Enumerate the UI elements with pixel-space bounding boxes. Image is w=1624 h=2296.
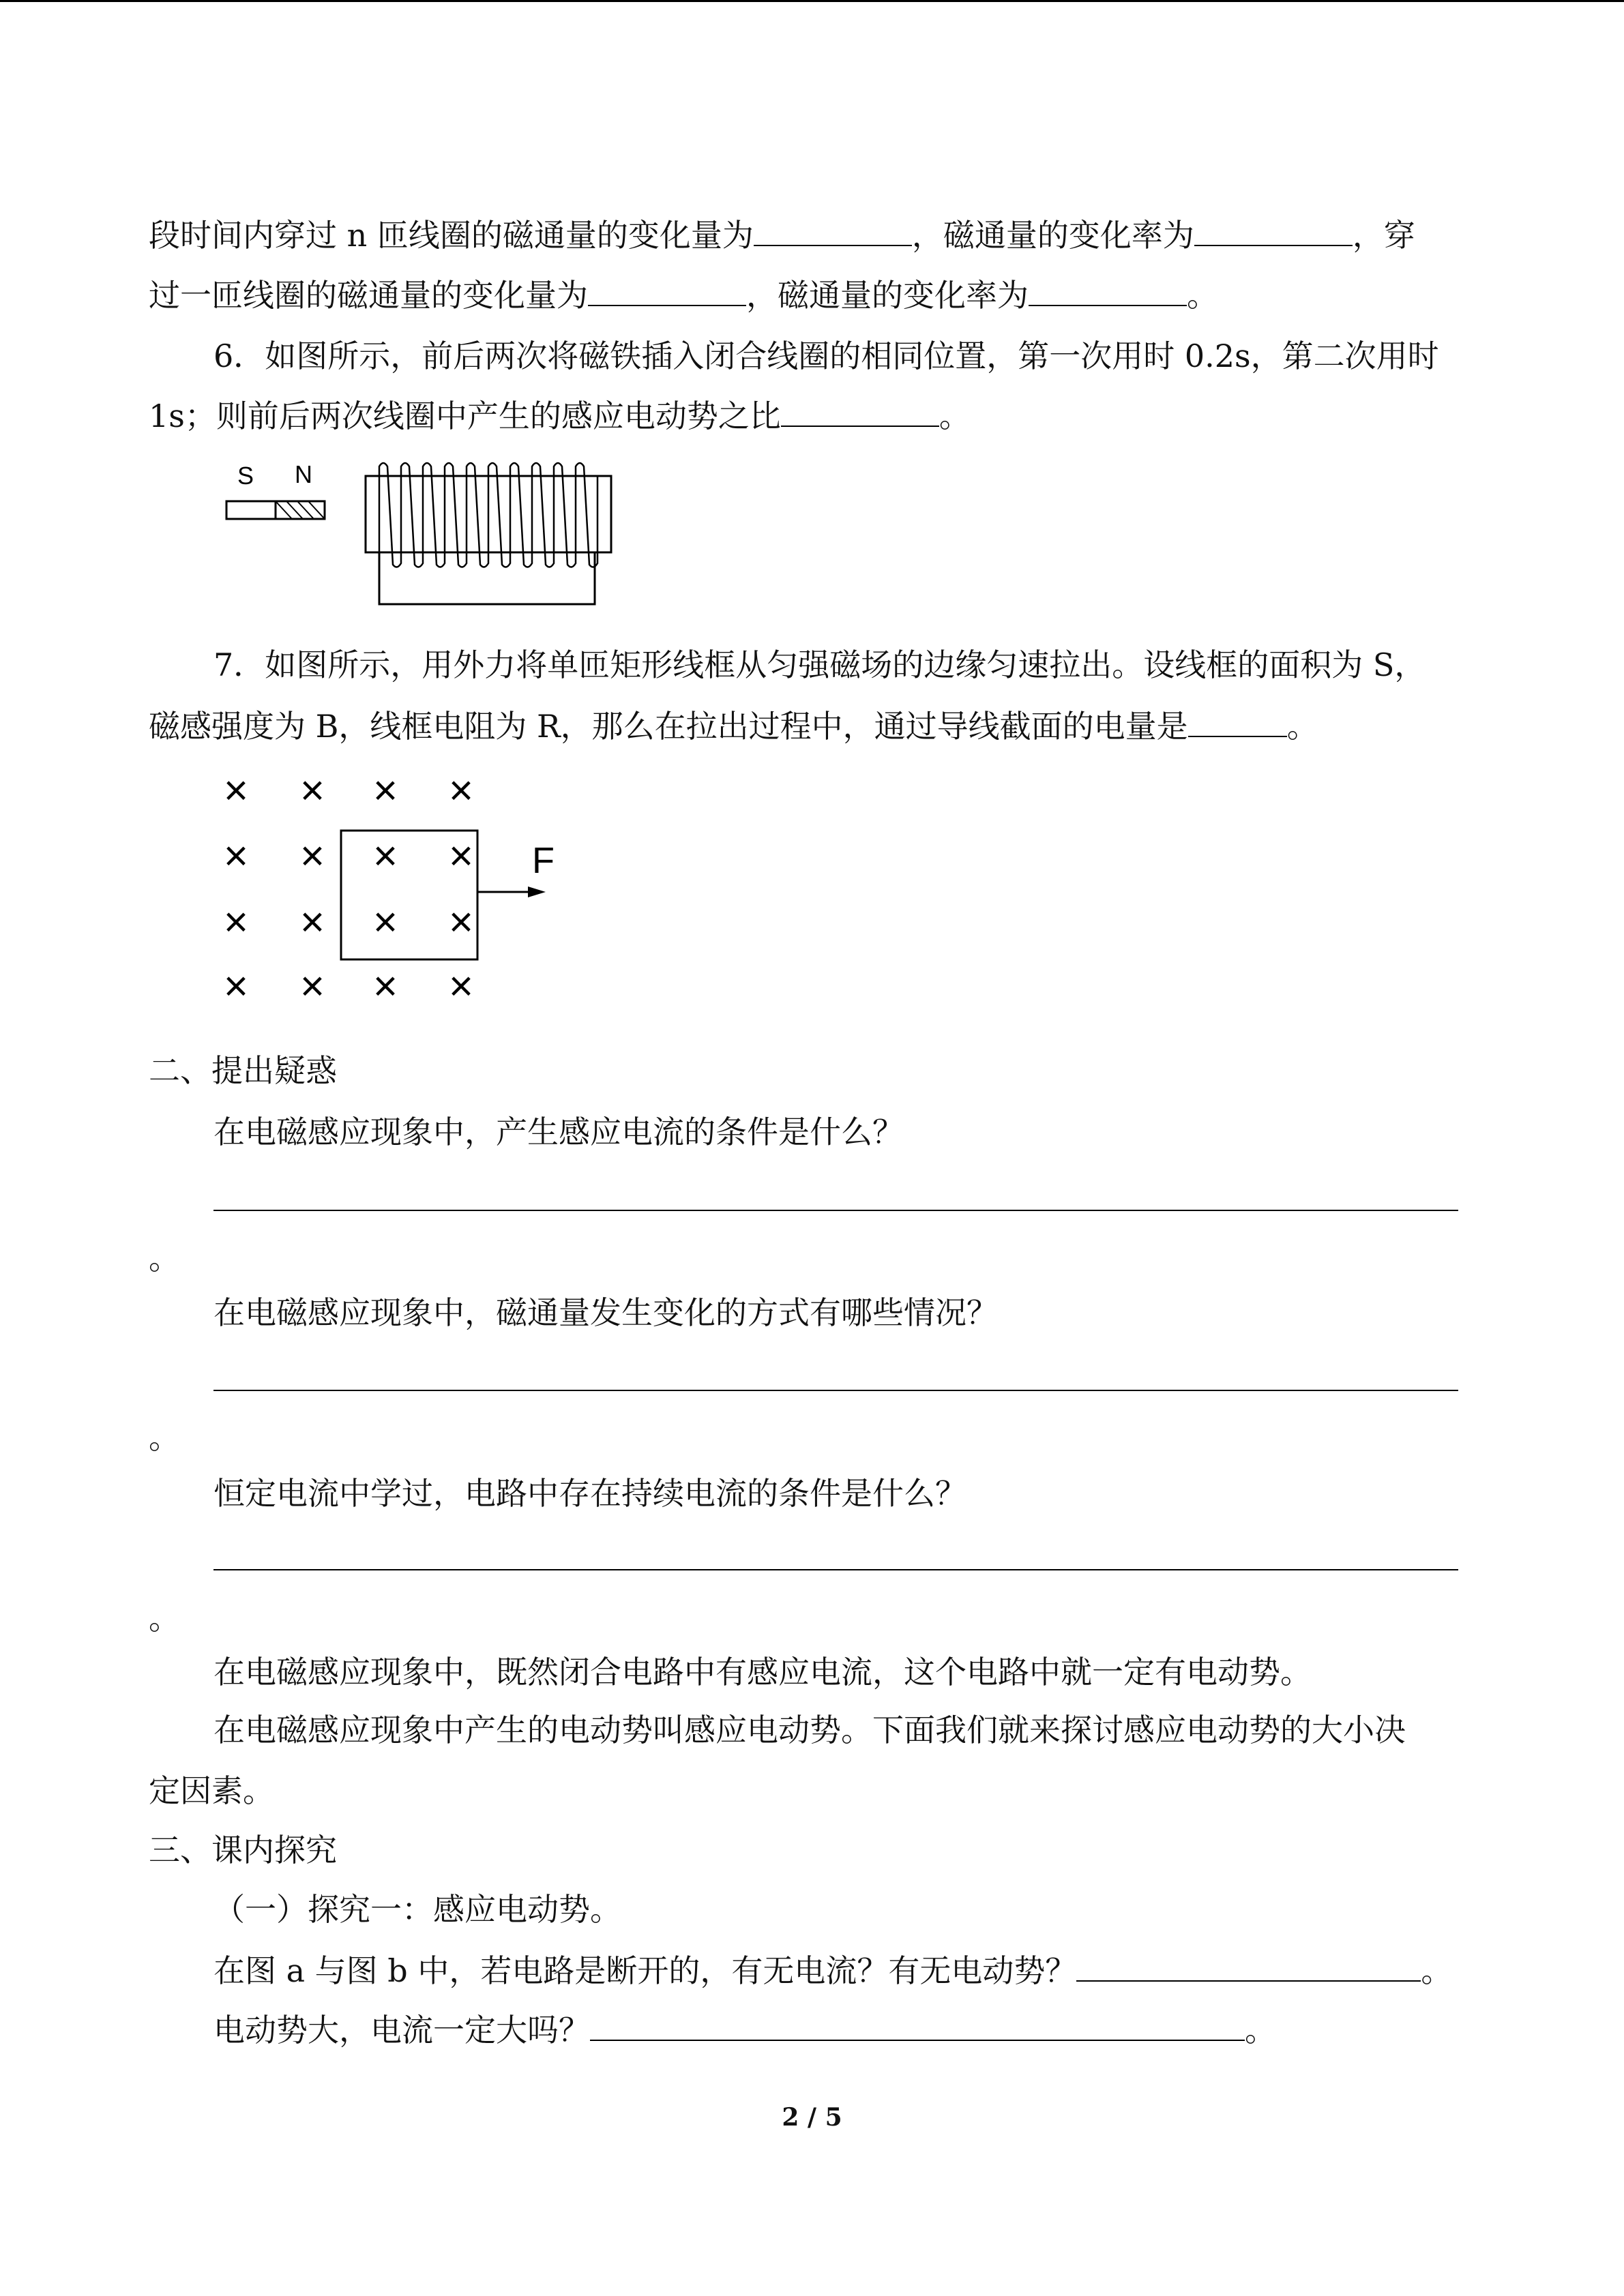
field-cross: ×	[299, 963, 325, 1010]
line2-part-c: 。	[1187, 277, 1218, 314]
field-cross: ×	[223, 833, 249, 880]
question-b-text: 电动势大，电流一定大吗？	[213, 2012, 590, 2048]
coil-icon	[366, 463, 611, 604]
line2-part-b: ，磁通量的变化率为	[746, 277, 1029, 314]
line1-part-c: ，穿	[1352, 217, 1415, 254]
field-cross: ×	[223, 767, 249, 814]
arrowhead-icon	[528, 886, 546, 897]
blank-field[interactable]	[781, 396, 939, 427]
blank-field[interactable]	[1194, 215, 1353, 246]
magnet-n-label: N	[295, 460, 312, 488]
field-cross: ×	[299, 767, 325, 814]
blank-field[interactable]	[754, 215, 912, 246]
magnet-icon	[226, 501, 325, 519]
force-label: F	[532, 840, 555, 881]
end-mark: 。	[149, 1419, 180, 1456]
section-2-title: 二、提出疑惑	[149, 1052, 337, 1089]
line2-part-a: 过一匝线圈的磁通量的变化量为	[149, 277, 588, 314]
field-cross: ×	[299, 833, 325, 880]
section-2-paragraph-2-cont: 定因素。	[149, 1772, 274, 1809]
text-line-1	[149, 215, 1415, 256]
question-6-line-1: 6．如图所示，前后两次将磁铁插入闭合线圈的相同位置，第一次用时 0.2s，第二次用时	[213, 338, 1439, 374]
field-cross: ×	[372, 899, 398, 946]
section-2-question-1: 在电磁感应现象中，产生感应电流的条件是什么？	[213, 1114, 904, 1150]
blank-field[interactable]	[1188, 706, 1287, 737]
field-cross: ×	[223, 899, 249, 946]
figure-magnet-coil	[218, 450, 628, 614]
text-line-2	[149, 275, 1218, 316]
page-top-border	[0, 0, 1624, 2]
field-cross: ×	[448, 899, 474, 946]
section-2-paragraph-1: 在电磁感应现象中，既然闭合电路中有感应电流，这个电路中就一定有电动势。	[213, 1654, 1312, 1690]
section-3-title: 三、课内探究	[149, 1832, 337, 1868]
page-number: 2 / 5	[782, 2103, 842, 2132]
blank-field[interactable]	[590, 2010, 1245, 2041]
section-2-question-2: 在电磁感应现象中，磁通量发生变化的方式有哪些情况？	[213, 1294, 998, 1331]
q7-text: 磁感强度为 B，线框电阻为 R，那么在拉出过程中，通过导线截面的电量是	[149, 708, 1188, 745]
field-cross: ×	[372, 833, 398, 880]
answer-line[interactable]	[213, 1210, 1458, 1211]
line1-part-b: ，磁通量的变化率为	[911, 217, 1194, 254]
q6-text: 1s；则前后两次线圈中产生的感应电动势之比	[149, 398, 781, 434]
field-cross: ×	[372, 767, 398, 814]
field-cross: ×	[372, 963, 398, 1010]
question-7-line-2	[149, 706, 1318, 747]
field-cross: ×	[448, 833, 474, 880]
question-7-line-1: 7．如图所示，用外力将单匝矩形线框从匀强磁场的边缘匀速拉出。设线框的面积为 S，	[213, 646, 1426, 683]
blank-field[interactable]	[1029, 275, 1187, 306]
section-3-subtitle: （一）探究一：感应电动势。	[213, 1891, 621, 1928]
magnet-s-label: S	[237, 462, 254, 490]
line1-part-a: 段时间内穿过 n 匝线圈的磁通量的变化量为	[149, 217, 754, 254]
answer-line[interactable]	[213, 1569, 1458, 1570]
question-a-end: 。	[1421, 1952, 1453, 1989]
question-b-end: 。	[1245, 2012, 1276, 2048]
section-3-question-b	[213, 2010, 1276, 2051]
q6-end: 。	[939, 398, 971, 434]
blank-field[interactable]	[588, 275, 746, 306]
section-3-question-a	[213, 1950, 1452, 1991]
section-2-question-3: 恒定电流中学过，电路中存在持续电流的条件是什么？	[213, 1475, 966, 1512]
blank-field[interactable]	[1076, 1950, 1421, 1982]
field-cross: ×	[448, 963, 474, 1010]
end-mark: 。	[149, 1600, 180, 1637]
figure-magnetic-field-loop	[205, 764, 573, 1016]
field-cross: ×	[223, 963, 249, 1010]
end-mark: 。	[149, 1240, 180, 1277]
question-a-text: 在图 a 与图 b 中，若电路是断开的，有无电流？有无电动势？	[213, 1952, 1077, 1989]
answer-line[interactable]	[213, 1390, 1458, 1391]
field-cross: ×	[448, 767, 474, 814]
question-6-line-2	[149, 396, 971, 436]
q7-end: 。	[1286, 708, 1318, 745]
section-2-paragraph-2: 在电磁感应现象中产生的电动势叫感应电动势。下面我们就来探讨感应电动势的大小决	[213, 1712, 1406, 1748]
field-cross: ×	[299, 899, 325, 946]
